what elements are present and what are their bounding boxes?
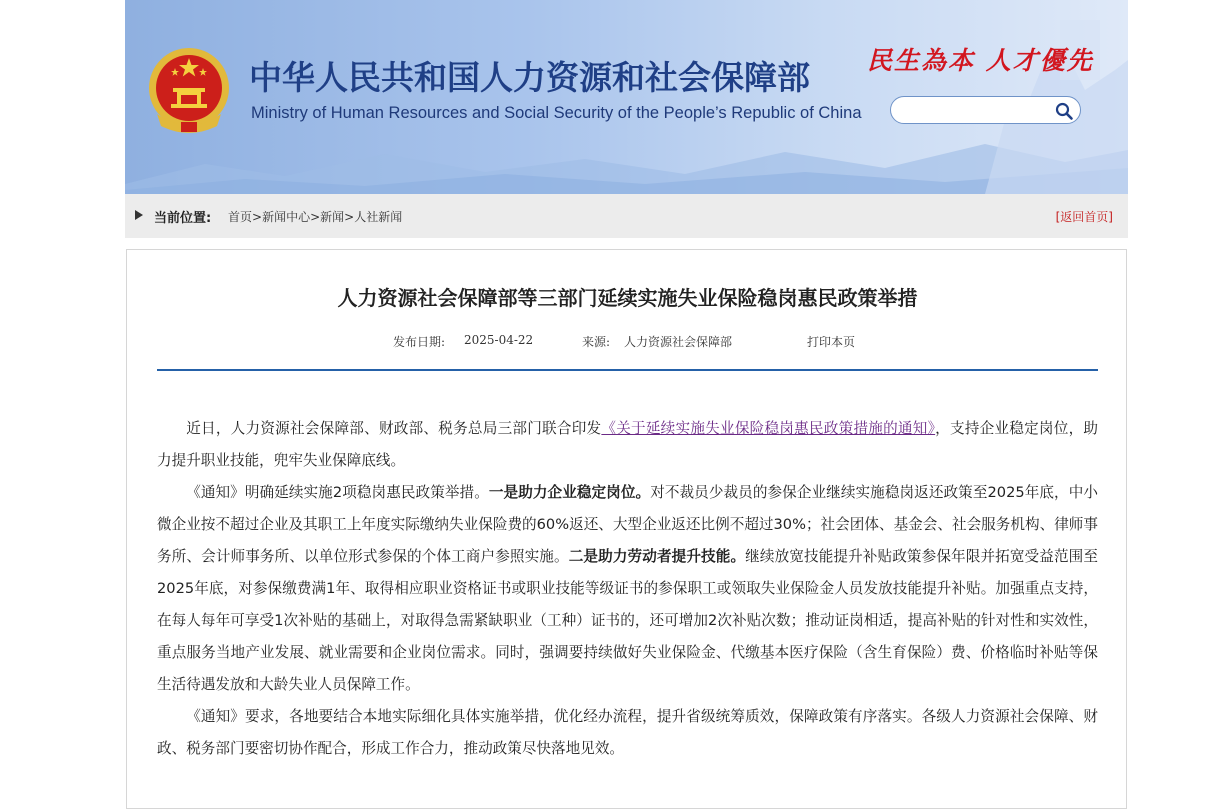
source-label: 来源: [582, 335, 611, 349]
paragraph-text: 对不裁员少裁员的参保企业继续实施稳岗返还政策至2025年底，中小微企业按不超过企业及其职工上年度实际缴纳失业保险费的60%返还、大型企业返还比例不超过30%；社会团体、基金会、社会服务机构、律师事务所、会计师事务所、以单位形式参保的个体工商户参照实施。 [157, 484, 1098, 565]
paragraph-text: 《通知》明确延续实施2项稳岗惠民政策举措。 [186, 484, 489, 501]
breadcrumb-label: 当前位置: [154, 211, 212, 226]
header-banner [125, 0, 1128, 194]
breadcrumb-item-home[interactable]: 首页 [228, 210, 253, 224]
slogan: 民生為本 人才優先 [867, 46, 1094, 75]
emphasis-text: 二是助力劳动者提升技能。 [568, 548, 746, 565]
breadcrumb-links [228, 208, 402, 225]
paragraph-text: ，支持企业稳定岗位，助力提升职业技能，兜牢失业保障底线。 [157, 420, 1098, 469]
print-link[interactable]: 打印本页 [807, 335, 856, 349]
article-body [157, 413, 1098, 765]
back-home-link[interactable]: [返回首页] [1055, 210, 1113, 224]
article-title: 人力资源社会保障部等三部门延续实施失业保险稳岗惠民政策举措 [337, 286, 918, 310]
title-divider [157, 369, 1098, 371]
paragraph-3: 《通知》要求，各地要结合本地实际细化具体实施举措，优化经办流程，提升省级统筹质效，保障政策有序落实。各级人力资源社会保障、财政、税务部门要密切协作配合，形成工作合力，推动政策尽快落地见效。 [157, 708, 1098, 757]
ministry-name-cn: 中华人民共和国人力资源和社会保障部 [249, 58, 810, 97]
paragraph-1 [157, 413, 1098, 477]
play-arrow-icon [135, 210, 143, 220]
search-input[interactable] [903, 101, 1057, 121]
paragraph-2 [157, 477, 1098, 701]
paragraph-text: 继续放宽技能提升补贴政策参保年限并拓宽受益范围至2025年底，对参保缴费满1年、取得相应职业资格证书或职业技能等级证书的参保职工或领取失业保险金人员发放技能提升补贴。加强重点支持，在每人每年可享受1次补贴的基础上，对取得急需紧缺职业（工种）证书的，还可增加2次补贴次数；推动证岗相适，提高补贴的针对性和实效性，重点服务当地产业发展、就业需要和企业岗位需求。同时，强调要持续做好失业保险金、代缴基本医疗保险（含生育保险）费、价格临时补贴等保生活待遇发放和大龄失业人员保障工作。 [157, 548, 1098, 693]
breadcrumb [125, 194, 1128, 238]
search-icon[interactable] [1054, 101, 1074, 121]
notice-document-link[interactable]: 《关于延续实施失业保险稳岗惠民政策措施的通知》 [601, 420, 936, 437]
publish-date: 2025-04-22 [464, 333, 534, 347]
breadcrumb-separator: > [344, 210, 355, 224]
emphasis-text: 一是助力企业稳定岗位。 [488, 484, 651, 501]
page [125, 0, 1128, 787]
paragraph-text: 近日，人力资源社会保障部、财政部、税务总局三部门联合印发 [186, 420, 602, 437]
source: 人力资源社会保障部 [624, 335, 733, 349]
breadcrumb-item-news-center[interactable]: 新闻中心 [262, 210, 311, 224]
search-box [890, 96, 1081, 124]
national-emblem-icon [147, 44, 231, 136]
breadcrumb-separator: > [310, 210, 321, 224]
breadcrumb-item-news[interactable]: 新闻 [320, 210, 345, 224]
breadcrumb-item-hr-news[interactable]: 人社新闻 [354, 210, 403, 224]
ministry-name-en: Ministry of Human Resources and Social Security of the People’s Republic of China [251, 104, 862, 122]
publish-date-label: 发布日期: [393, 335, 446, 349]
breadcrumb-separator: > [252, 210, 263, 224]
article [126, 249, 1127, 809]
